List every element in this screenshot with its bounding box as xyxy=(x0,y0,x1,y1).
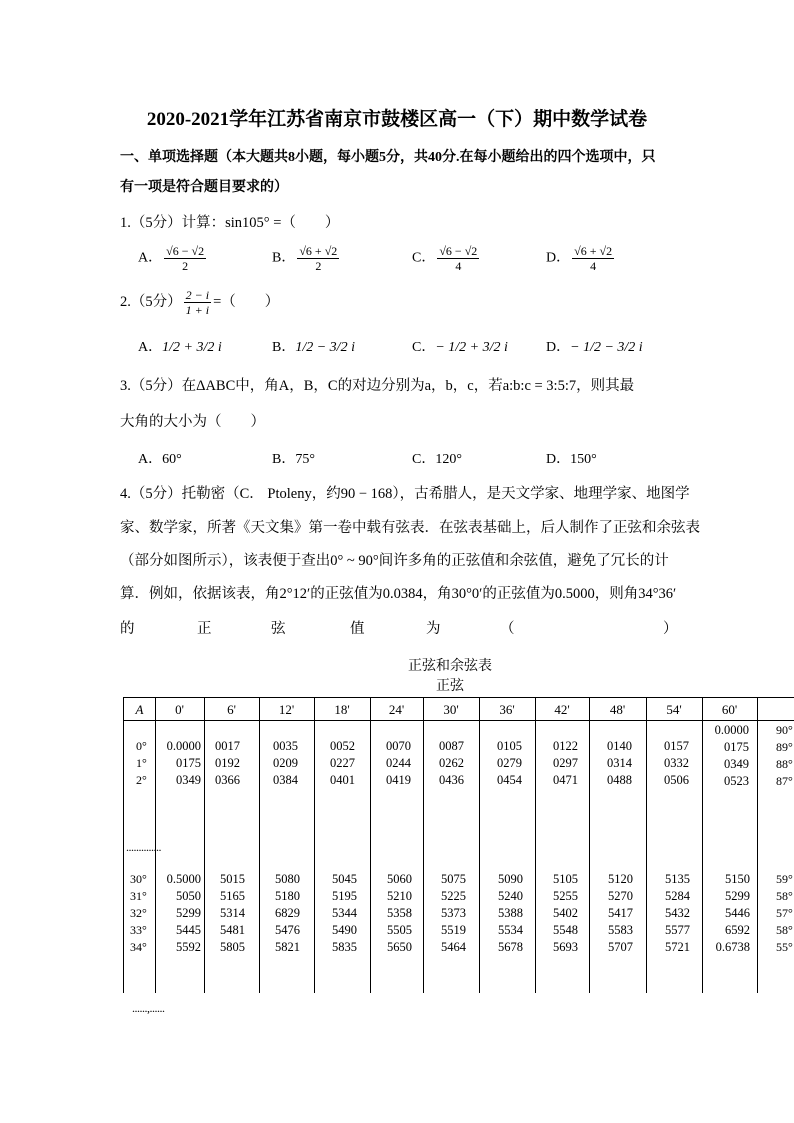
table-cell: 0227 xyxy=(330,756,355,770)
option-text: − 1/2 + 3/2 i xyxy=(435,340,508,355)
table-cell: 0122 xyxy=(553,739,578,753)
option-label: B． xyxy=(272,250,296,266)
table-header-cell: 12' xyxy=(278,702,295,717)
table-cell: 5476 xyxy=(275,923,300,937)
table-cell: 0349 xyxy=(724,757,749,771)
q4-line5-char: 值 xyxy=(350,621,365,637)
fraction xyxy=(437,244,479,273)
table-cell: 5210 xyxy=(387,889,412,903)
table-cell: 0384 xyxy=(273,773,298,787)
table-header-cell: 48' xyxy=(609,702,626,717)
table-cell: 5821 xyxy=(275,940,300,954)
table-left-border xyxy=(123,697,124,993)
table-cell: 0052 xyxy=(330,739,355,753)
table-cell: 32° xyxy=(130,906,147,920)
table-header-cell: 60' xyxy=(721,702,738,717)
table-column xyxy=(480,871,523,956)
table-cell: 5805 xyxy=(220,940,245,954)
fraction-numerator: √6 + √2 xyxy=(299,244,338,258)
q4-stem-line4: 算．例如，依据该表，角2°12′的正弦值为0.0384，角30°0′的正弦值为0.5000，则角34°36′ xyxy=(120,586,677,602)
q1-option-a xyxy=(138,244,208,273)
table-cell: 5080 xyxy=(275,872,300,886)
fraction-numerator: √6 − √2 xyxy=(439,244,478,258)
section-heading-line2: 有一项是符合题目要求的） xyxy=(120,180,288,195)
table-cell: 5240 xyxy=(498,889,523,903)
q4-line5-char: ） xyxy=(663,621,678,637)
table-header-cell: 24' xyxy=(388,702,405,717)
table-cell: 5314 xyxy=(220,906,245,920)
table-column xyxy=(156,871,201,956)
table-column xyxy=(371,738,411,789)
table-column xyxy=(205,738,240,789)
table-column xyxy=(647,871,690,956)
table-cell: 0° xyxy=(136,739,147,753)
option-label: D． xyxy=(546,250,571,266)
q2-option-c xyxy=(412,336,508,356)
q2-option-b xyxy=(272,336,355,356)
q4-stem-line3: （部分如图所示），该表便于查出0° ~ 90°间许多角的正弦值和余弦值，避免了冗长的计 xyxy=(120,553,669,569)
table-cell: 5388 xyxy=(498,906,523,920)
table-header-cell: 42' xyxy=(554,702,570,717)
table-cell: 89° xyxy=(776,740,793,754)
q1-option-d xyxy=(546,244,616,273)
table-cell: 5583 xyxy=(608,923,633,937)
angle-column-group1 xyxy=(136,738,147,789)
q4-line5-char: 为 xyxy=(426,621,441,637)
table-cell: 0.5000 xyxy=(166,872,201,886)
table-ellipsis: ......,...... xyxy=(132,1001,165,1015)
table-cell: 31° xyxy=(130,889,147,903)
table-cell: 5165 xyxy=(220,889,245,903)
table-cell: 5299 xyxy=(176,906,201,920)
fraction xyxy=(572,244,614,273)
table-cell: 0279 xyxy=(497,756,522,770)
table-cell: 5402 xyxy=(553,906,578,920)
table-cell: 5060 xyxy=(387,872,412,886)
table-cell: 5358 xyxy=(387,906,412,920)
table-column xyxy=(590,738,632,789)
fraction-numerator: √6 − √2 xyxy=(166,244,205,258)
table-cell: 5592 xyxy=(176,940,201,954)
table-cell: 0175 xyxy=(724,740,749,754)
table-cell: 0454 xyxy=(497,773,522,787)
table-cell: 0436 xyxy=(439,773,464,787)
table-cell: 5105 xyxy=(553,872,578,886)
table-cell: 0332 xyxy=(664,756,689,770)
q3-option-b: B．75° xyxy=(272,452,315,467)
table-cell: 0419 xyxy=(386,773,411,787)
table-cell: 5284 xyxy=(665,889,690,903)
table-cell: 5490 xyxy=(332,923,357,937)
option-text: 1/2 + 3/2 i xyxy=(162,340,222,355)
table-column xyxy=(480,738,522,789)
q4-line5-char: （ xyxy=(500,621,515,637)
q2-prefix: 2.（5分） xyxy=(120,293,182,310)
table-cell: 88° xyxy=(776,757,793,771)
table-column xyxy=(260,871,300,956)
table-column xyxy=(424,871,466,956)
table-cell: 1° xyxy=(136,756,147,770)
table-cell: 34° xyxy=(130,940,147,954)
q2-option-a xyxy=(138,336,222,356)
table-cell: 5090 xyxy=(498,872,523,886)
table-header-cell: A xyxy=(135,702,144,717)
fraction-denominator: 2 xyxy=(315,259,322,273)
table-cell: 55° xyxy=(776,940,793,954)
option-text: 1/2 − 3/2 i xyxy=(295,340,355,355)
q1-option-c xyxy=(412,244,481,273)
table-cell: 5075 xyxy=(441,872,466,886)
right-angle-column-group2 xyxy=(776,871,793,956)
table-cell: 5464 xyxy=(441,940,466,954)
table-column xyxy=(590,871,633,956)
table-cell: 6829 xyxy=(275,906,300,920)
table-cell: 0471 xyxy=(553,773,578,787)
table-column xyxy=(156,738,201,789)
fraction xyxy=(184,288,211,317)
table-cell: 5270 xyxy=(608,889,633,903)
q1-option-b xyxy=(272,244,341,273)
table-column xyxy=(371,871,412,956)
table-cell: 5045 xyxy=(332,872,357,886)
table-header-cell: 30' xyxy=(443,702,459,717)
table-cell: 5693 xyxy=(553,940,578,954)
table-cell: 59° xyxy=(776,872,793,886)
table-cell: 0.0000 xyxy=(714,723,749,737)
option-label: C． xyxy=(412,250,436,266)
table-cell: 0.0000 xyxy=(166,739,201,753)
table-cell: 90° xyxy=(776,723,793,737)
table-cell: 0297 xyxy=(553,756,578,770)
q3-option-d: D．150° xyxy=(546,452,597,467)
q3-stem-line2: 大角的大小为（ ） xyxy=(120,414,265,430)
table-cell: 5446 xyxy=(725,906,750,920)
table-cell: 5548 xyxy=(553,923,578,937)
table-cell: 5505 xyxy=(387,923,412,937)
table-cell: 5650 xyxy=(387,940,412,954)
fraction-denominator: 4 xyxy=(590,259,597,273)
table-cell: 0314 xyxy=(607,756,632,770)
table-cell: 5050 xyxy=(176,889,201,903)
q2-suffix: =（ ） xyxy=(213,293,280,310)
option-label: A． xyxy=(138,340,163,355)
table-column xyxy=(260,738,298,789)
table-cell: 2° xyxy=(136,773,147,787)
table-cell: 5195 xyxy=(332,889,357,903)
option-label: D． xyxy=(546,340,571,355)
table-cell: 5120 xyxy=(608,872,633,886)
table-column xyxy=(205,871,245,956)
table-cell: 5344 xyxy=(332,906,357,920)
page-title: 2020-2021学年江苏省南京市鼓楼区高一（下）期中数学试卷 xyxy=(146,109,648,130)
table-cell: 5015 xyxy=(220,872,245,886)
fraction xyxy=(297,244,339,273)
table-column xyxy=(536,871,578,956)
table-col-divider xyxy=(757,697,758,993)
table-cell: 0105 xyxy=(497,739,522,753)
table-cell: 0175 xyxy=(176,756,201,770)
table-cell: 5835 xyxy=(332,940,357,954)
table-cell: 5225 xyxy=(441,889,466,903)
table-header-cell: 0' xyxy=(175,702,184,717)
table-column xyxy=(315,738,355,789)
table-cell: 5519 xyxy=(441,923,466,937)
table-cell: 5255 xyxy=(553,889,578,903)
table-cell: 87° xyxy=(776,774,793,788)
table-cell: 0401 xyxy=(330,773,355,787)
table-cell: 0017 xyxy=(215,739,240,753)
table-top-border xyxy=(123,697,794,698)
fraction-numerator: 2 − i xyxy=(185,288,210,302)
q1-stem: 1.（5分）计算：sin105° =（ ） xyxy=(120,215,340,231)
table-column xyxy=(703,722,749,790)
table-cell: 0244 xyxy=(386,756,411,770)
table-column xyxy=(536,738,578,789)
table-ellipsis: .............. xyxy=(126,840,161,854)
table-cell: 5481 xyxy=(220,923,245,937)
q4-line5-char: 弦 xyxy=(271,621,286,637)
table-cell: 5577 xyxy=(665,923,690,937)
table-cell: 57° xyxy=(776,906,793,920)
q3-option-c: C．120° xyxy=(412,452,462,467)
table-cell: 0.6738 xyxy=(715,940,750,954)
table-cell: 0209 xyxy=(273,756,298,770)
table-cell: 6592 xyxy=(725,923,750,937)
table-cell: 5150 xyxy=(725,872,750,886)
table-column xyxy=(424,738,464,789)
q4-line5-char: 的 xyxy=(120,621,135,637)
table-cell: 0087 xyxy=(439,739,464,753)
table-cell: 0140 xyxy=(607,739,632,753)
q4-line5-char: 正 xyxy=(197,621,212,637)
table-cell: 33° xyxy=(130,923,147,937)
table-header-cell: 36' xyxy=(499,702,515,717)
fraction xyxy=(164,244,206,273)
table-cell: 5135 xyxy=(665,872,690,886)
table-cell: 5299 xyxy=(725,889,750,903)
fraction-denominator: 2 xyxy=(182,259,189,273)
option-label: C． xyxy=(412,340,436,355)
table-cell: 0035 xyxy=(273,739,298,753)
fraction-denominator: 4 xyxy=(455,259,462,273)
table-cell: 0349 xyxy=(176,773,201,787)
table-cell: 0157 xyxy=(664,739,689,753)
table-cell: 5678 xyxy=(498,940,523,954)
table-cell: 5707 xyxy=(608,940,633,954)
table-cell: 5417 xyxy=(608,906,633,920)
option-text: − 1/2 − 3/2 i xyxy=(570,340,643,355)
angle-column-group2 xyxy=(130,871,147,956)
table-cell: 0262 xyxy=(439,756,464,770)
table-header-cell: 6' xyxy=(227,702,236,717)
table-cell: 5445 xyxy=(176,923,201,937)
table-header-cell: 54' xyxy=(666,702,682,717)
table-header-border xyxy=(123,720,794,721)
table-cell: 5432 xyxy=(665,906,690,920)
table-cell: 0366 xyxy=(215,773,240,787)
table-column xyxy=(703,871,750,956)
option-label: B． xyxy=(272,340,296,355)
fraction-denominator: 1 + i xyxy=(185,303,210,317)
table-column xyxy=(647,738,689,789)
table-cell: 5534 xyxy=(498,923,523,937)
table-cell: 5373 xyxy=(441,906,466,920)
table-title: 正弦和余弦表 xyxy=(408,657,492,673)
table-cell: 0506 xyxy=(664,773,689,787)
q2-option-d xyxy=(546,336,643,356)
q3-stem-line1: 3.（5分）在ΔABC中，角A，B，C的对边分别为a，b，c，若a:b:c = 3:5:7，则其最 xyxy=(120,378,635,394)
section-heading-line1: 一、单项选择题（本大题共8小题，每小题5分，共40分.在每小题给出的四个选项中，只 xyxy=(120,150,656,165)
table-cell: 5180 xyxy=(275,889,300,903)
table-cell: 30° xyxy=(130,872,147,886)
table-header-cell: 18' xyxy=(334,702,350,717)
option-label: A． xyxy=(138,250,163,266)
q3-option-a: A．60° xyxy=(138,452,182,467)
fraction-numerator: √6 + √2 xyxy=(574,244,613,258)
right-angle-column-group1 xyxy=(776,722,793,790)
table-cell: 58° xyxy=(776,889,793,903)
table-cell: 0488 xyxy=(607,773,632,787)
q2-stem xyxy=(120,288,279,317)
table-column xyxy=(315,871,357,956)
table-cell: 0192 xyxy=(215,756,240,770)
q4-stem-line2: 家、数学家，所著《天文集》第一卷中载有弦表．在弦表基础上，后人制作了正弦和余弦表 xyxy=(120,520,700,536)
table-cell: 58° xyxy=(776,923,793,937)
table-subtitle: 正弦 xyxy=(436,677,464,693)
q4-stem-line1: 4.（5分）托勒密（C． Ptoleny，约90 − 168），古希腊人，是天文学家、地理学家、地图学 xyxy=(120,486,690,502)
table-cell: 0523 xyxy=(724,774,749,788)
table-cell: 5721 xyxy=(665,940,690,954)
table-cell: 0070 xyxy=(386,739,411,753)
